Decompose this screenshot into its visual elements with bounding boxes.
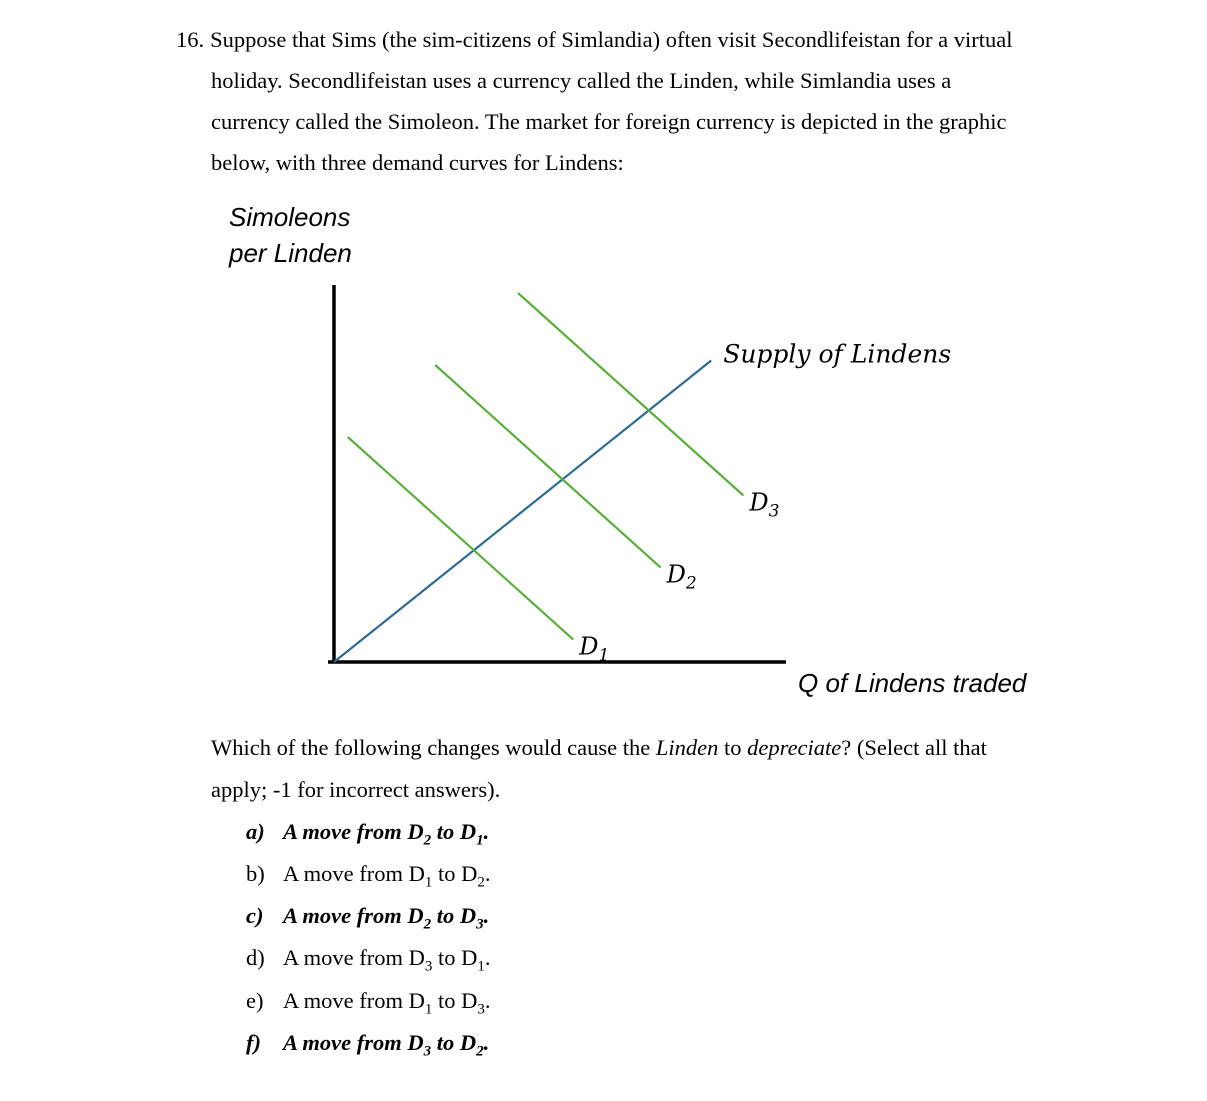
option-end: . xyxy=(483,903,490,928)
option-letter: b) xyxy=(246,861,265,886)
question-line-2: holiday. Secondlifeistan uses a currency called the Linden, while Simlandia uses a xyxy=(211,68,952,93)
option-letter: e) xyxy=(246,988,264,1013)
prompt-depreciate-emphasis: depreciate xyxy=(747,735,842,760)
option-to-curve: $D_1$ xyxy=(461,945,485,975)
option-mid: to xyxy=(432,945,462,970)
option-letter: a) xyxy=(246,819,265,844)
question-text-1: Suppose that Sims (the sim-citizens of Simlandia) often visit Secondlifeistan for a virtual xyxy=(210,27,1013,52)
option-end: . xyxy=(484,988,491,1013)
option-a[interactable] xyxy=(246,818,490,849)
option-to-curve: $D_2$ xyxy=(459,1030,484,1060)
option-mid: to xyxy=(432,861,462,886)
option-to-curve: $D_3$ xyxy=(459,903,484,933)
option-text: A move from xyxy=(283,988,409,1013)
y-axis-label-line-2: per Linden xyxy=(229,238,352,268)
option-from-curve: $D_3$ xyxy=(407,1030,432,1060)
option-letter: c) xyxy=(246,903,264,928)
option-d[interactable] xyxy=(246,944,491,975)
series-label-d2: $D_2$ xyxy=(666,560,697,594)
prompt-text-b: to xyxy=(718,735,748,760)
option-to-curve: $D_3$ xyxy=(461,988,485,1018)
option-f[interactable] xyxy=(246,1029,490,1060)
option-text: A move from xyxy=(283,903,408,928)
series-line-d3 xyxy=(518,293,743,496)
option-text: A move from xyxy=(283,945,409,970)
option-c[interactable] xyxy=(246,902,490,933)
series-line-d1 xyxy=(348,437,573,640)
option-text: A move from xyxy=(283,861,409,886)
option-from-curve: $D_1$ xyxy=(408,988,433,1018)
prompt-line-2: apply; -1 for incorrect answers). xyxy=(211,777,501,802)
option-mid: to xyxy=(432,988,462,1013)
option-end: . xyxy=(484,861,491,886)
option-letter: d) xyxy=(246,945,265,970)
option-mid: to xyxy=(431,1030,460,1055)
option-mid: to xyxy=(431,819,460,844)
question-number: 16. xyxy=(176,27,205,52)
option-end: . xyxy=(484,945,491,970)
option-from-curve: $D_1$ xyxy=(408,861,433,891)
option-to-curve: $D_1$ xyxy=(459,819,484,849)
y-axis-label-line-1: Simoleons xyxy=(229,202,351,232)
series-line-supply-of-lindens xyxy=(334,361,711,663)
question-line-4: below, with three demand curves for Lindens: xyxy=(211,150,624,175)
prompt-linden-emphasis: Linden xyxy=(655,735,719,760)
series-label-supply-of-lindens: Supply of Lindens xyxy=(723,339,952,369)
option-mid: to xyxy=(431,903,460,928)
option-to-curve: $D_2$ xyxy=(461,861,485,891)
prompt-line-1 xyxy=(211,734,987,762)
option-text: A move from xyxy=(283,1030,408,1055)
option-end: . xyxy=(483,1030,490,1055)
prompt-text-a: Which of the following changes would cause the xyxy=(211,735,656,760)
option-end: . xyxy=(483,819,490,844)
question-line-3: currency called the Simoleon. The market for foreign currency is depicted in the graphic xyxy=(211,109,1007,134)
x-axis-label: Q of Lindens traded xyxy=(798,668,1027,698)
series-label-d3: $D_3$ xyxy=(749,488,780,522)
prompt-text-c: ? (Select all that xyxy=(841,735,987,760)
option-text: A move from xyxy=(283,819,408,844)
series-label-d1: $D_1$ xyxy=(579,632,610,666)
option-letter: f) xyxy=(246,1030,261,1055)
option-b[interactable] xyxy=(246,860,491,891)
series-line-d2 xyxy=(435,365,660,568)
option-from-curve: $D_2$ xyxy=(407,903,432,933)
option-from-curve: $D_2$ xyxy=(407,819,432,849)
option-from-curve: $D_3$ xyxy=(408,945,433,975)
option-e[interactable] xyxy=(246,987,491,1018)
